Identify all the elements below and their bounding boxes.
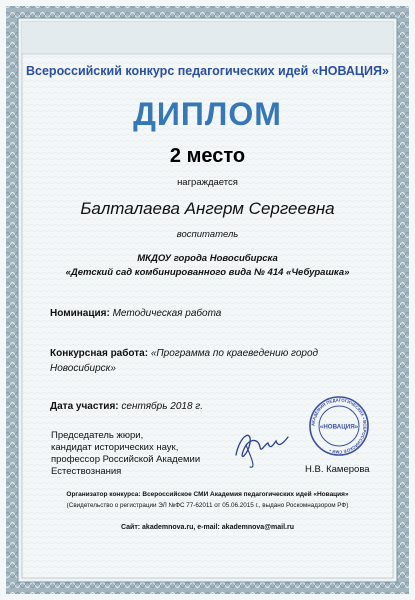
nomination-label: Номинация: [50,308,110,319]
diploma-title: ДИПЛОМ [133,96,282,132]
date-label: Дата участия: [50,401,119,412]
chairman-line3: профессор Российской Академии [51,454,201,465]
footer-contacts: Сайт: akademnova.ru, e-mail: akademnova@mail.ru [121,524,294,531]
nomination-row [50,308,221,319]
date-value: сентябрь 2018 г. [121,401,203,412]
signer-name: Н.В. Камерова [305,464,370,475]
chairman-line1: Председатель жюри, [51,430,144,441]
chairman-block [51,430,200,478]
place-award: 2 место [169,145,246,167]
competition-work-row [50,346,340,376]
competition-work-label: Конкурсная работа: [50,348,149,359]
footer-organizer: Организатор конкурса: Всероссийское СМИ Академия педагогических идей «Новация» [66,491,349,498]
recipient-position: воспитатель [176,229,239,240]
nomination-value: Методическая работа [112,308,222,319]
handwritten-signature [230,425,294,471]
organization-seal [308,395,370,457]
recipient-name: Балталаева Ангерм Сергеевна [80,199,335,218]
chairman-line2: кандидат исторических наук, [51,442,179,453]
recipient-org-line2: «Детский сад комбинированного вида № 414 «Чебурашка» [65,267,350,278]
awarded-caption: награждается [177,177,238,188]
contest-header: Всероссийский конкурс педагогических идей «НОВАЦИЯ» [26,64,389,78]
seal-ring-text: АКАДЕМИЯ ПЕДАГОГИЧЕСКИХ • ВСЕРОССИЙСКОЕ СМИ • [310,397,368,455]
recipient-org-line1: МКДОУ города Новосибирска [137,253,278,264]
footer-registration: (Свидетельство о регистрации ЭЛ №ФС 77-62011 от 05.06.2015 г., выдано Роскомнадзором РФ) [66,502,349,509]
participation-date-row [50,401,203,412]
competition-work-value: «Программа по краеведению город Новосибирск» [50,348,319,374]
seal-center-text: «НОВАЦИЯ» [319,423,359,431]
chairman-line4: Естествознания [51,466,122,477]
